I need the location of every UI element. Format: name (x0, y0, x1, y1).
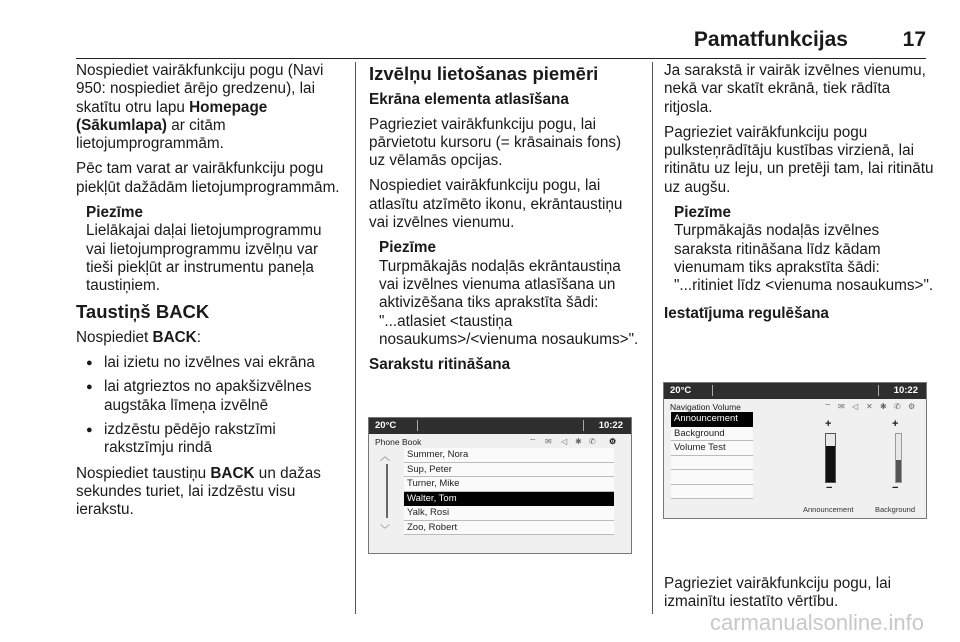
note-text: Turpmākajās nodaļās izvēlnes saraksta ritināšana līdz kādam vienumam tiks aprakstīta šādi: "...ritiniet līdz <vienuma nosaukums>". (674, 222, 934, 295)
page-header (0, 28, 960, 58)
list-item: ● izdzēstu pēdējo rakstzīmi rakstzīmju rindā (76, 421, 342, 458)
signal-icon: ⌔ (824, 402, 832, 411)
phonebook-screenshot (368, 417, 632, 554)
column-1 (76, 62, 342, 527)
list-item (671, 485, 753, 500)
announcement-volume-slider[interactable] (825, 433, 836, 483)
status-separator (878, 385, 879, 396)
scroll-down-icon[interactable]: ﹀ (380, 525, 390, 536)
subheading-setting: Iestatījuma regulēšana (664, 304, 829, 322)
note-text: Lielākajai daļai lietojumprogrammu vai lietojumprogrammu izvēlņu var tieši piekļūt ar instrumentu paneļa taustiņiem. (86, 222, 322, 295)
screen-title: Phone Book (375, 437, 422, 447)
list-item-selected[interactable]: Walter, Tom (404, 492, 614, 507)
settings-icon: ⚙ (609, 437, 617, 446)
page-title: Pamatfunkcijas (693, 28, 848, 51)
message-icon: ✉ (838, 402, 845, 411)
column-divider-2 (652, 62, 653, 614)
phone-icon: ✆ (894, 402, 901, 411)
note-title: Piezīme (379, 239, 436, 257)
note (76, 204, 342, 295)
bluetooth-icon: ✱ (575, 437, 582, 446)
list-item[interactable]: Sup, Peter (404, 463, 614, 478)
clock: 10:22 (598, 420, 623, 431)
list-item[interactable]: Turner, Mike (404, 477, 614, 492)
bullet-list (76, 354, 342, 457)
column-2 (369, 62, 639, 380)
paragraph: Pagrieziet vairākfunkciju pogu pulksteņrādītāju kustības virzienā, lai ritinātu uz leju, un pretēji tam, lai ritinātu uz augšu. (664, 123, 934, 196)
status-bar (369, 418, 631, 434)
paragraph: Pagrieziet vairākfunkciju pogu, lai pārvietotu kursoru (= krāsainais fons) uz vēlamās opcijas. (369, 115, 622, 170)
background-volume-slider[interactable] (895, 433, 902, 483)
signal-icon: ⌔ (529, 437, 537, 446)
status-bar (664, 383, 926, 399)
column-3 (664, 62, 936, 329)
slider-label: Background (875, 505, 916, 514)
paragraph: Nospiediet taustiņu BACK un dažas sekundes turiet, lai izdzēstu visu ierakstu. (76, 464, 321, 519)
scroll-up-icon[interactable]: ︿ (380, 452, 390, 463)
plus-icon: + (892, 418, 899, 430)
phone-icon: ✆ (589, 437, 596, 446)
paragraph: Pagrieziet vairākfunkciju pogu, lai izmainītu iestatīto vērtību. (664, 575, 892, 611)
paragraph: Pēc tam varat ar vairākfunkciju pogu piekļūt dažādām lietojumprogrammām. (76, 160, 340, 196)
list-item (671, 470, 753, 485)
list-item[interactable]: Background (671, 427, 753, 442)
message-icon: ✉ (545, 437, 552, 446)
subheading-scroll: Sarakstu ritināšana (369, 356, 511, 374)
slider-fill (826, 446, 835, 482)
shuffle-icon: ✕ (866, 402, 873, 411)
header-rule (76, 58, 926, 59)
scrollbar-track[interactable] (386, 464, 388, 518)
list-item (671, 456, 753, 471)
temperature: 20°C (670, 385, 692, 396)
page-number: 17 (902, 28, 926, 51)
list-item[interactable]: Volume Test (671, 441, 753, 456)
list-item[interactable]: Summer, Nora (404, 448, 614, 463)
list-item[interactable]: Zoo, Robert (404, 521, 614, 536)
list-item[interactable]: Yalk, Rosi (404, 506, 614, 521)
status-separator (583, 420, 584, 431)
slider-label: Announcement (803, 505, 854, 514)
watermark: carmanualsonline.info (709, 610, 924, 635)
screen-title: Navigation Volume (670, 402, 741, 412)
column-divider-1 (355, 62, 356, 614)
paragraph: Ja sarakstā ir vairāk izvēlnes vienumu, nekā var skatīt ekrānā, tiek rādīta ritjosla. (664, 62, 926, 116)
plus-icon: + (825, 418, 832, 430)
list-item-selected[interactable]: Announcement (671, 412, 753, 427)
list-item: ● lai atgrieztos no apakšizvēlnes augstāka līmeņa izvēlnē (76, 378, 342, 415)
note (369, 239, 639, 349)
note-text: Turpmākajās nodaļās ekrāntaustiņa vai izvēlnes vienuma atlasīšana un aktivizēšana tiks aprakstīta šādi: "...atlasiet <taustiņa nosaukums>/<vienuma nosaukums>". (379, 257, 639, 348)
mute-icon: ◁ (852, 402, 859, 411)
paragraph: Nospiediet vairākfunkciju pogu, lai atlasītu atzīmēto ikonu, ekrāntaustiņu vai izvēlnes vienumu. (369, 177, 623, 232)
list-item: ● lai izietu no izvēlnes vai ekrāna (76, 354, 342, 372)
note-title: Piezīme (674, 204, 731, 222)
status-separator (417, 420, 418, 431)
volume-screenshot (663, 382, 927, 519)
note-title: Piezīme (86, 204, 143, 222)
section-heading-menu: Izvēlņu lietošanas piemēri (369, 63, 599, 84)
note (664, 204, 936, 295)
section-heading-back: Taustiņš BACK (76, 300, 210, 322)
clock: 10:22 (893, 385, 918, 396)
minus-icon: − (892, 482, 899, 494)
paragraph: Nospiediet vairākfunkciju pogu (Navi 950: nospiediet ārējo gredzenu), lai skatītu otru lapu Homepage (Sākumlapa) ar citām lietojumprogrammām. (76, 62, 324, 153)
temperature: 20°C (375, 420, 397, 431)
settings-icon: ⚙ (908, 402, 916, 411)
slider-fill (896, 460, 901, 482)
status-separator (712, 385, 713, 396)
paragraph: Nospiediet BACK: (76, 328, 201, 346)
subheading-select: Ekrāna elementa atlasīšana (369, 91, 569, 109)
bluetooth-icon: ✱ (880, 402, 887, 411)
minus-icon: − (826, 482, 833, 494)
mute-icon: ◁ (561, 437, 568, 446)
